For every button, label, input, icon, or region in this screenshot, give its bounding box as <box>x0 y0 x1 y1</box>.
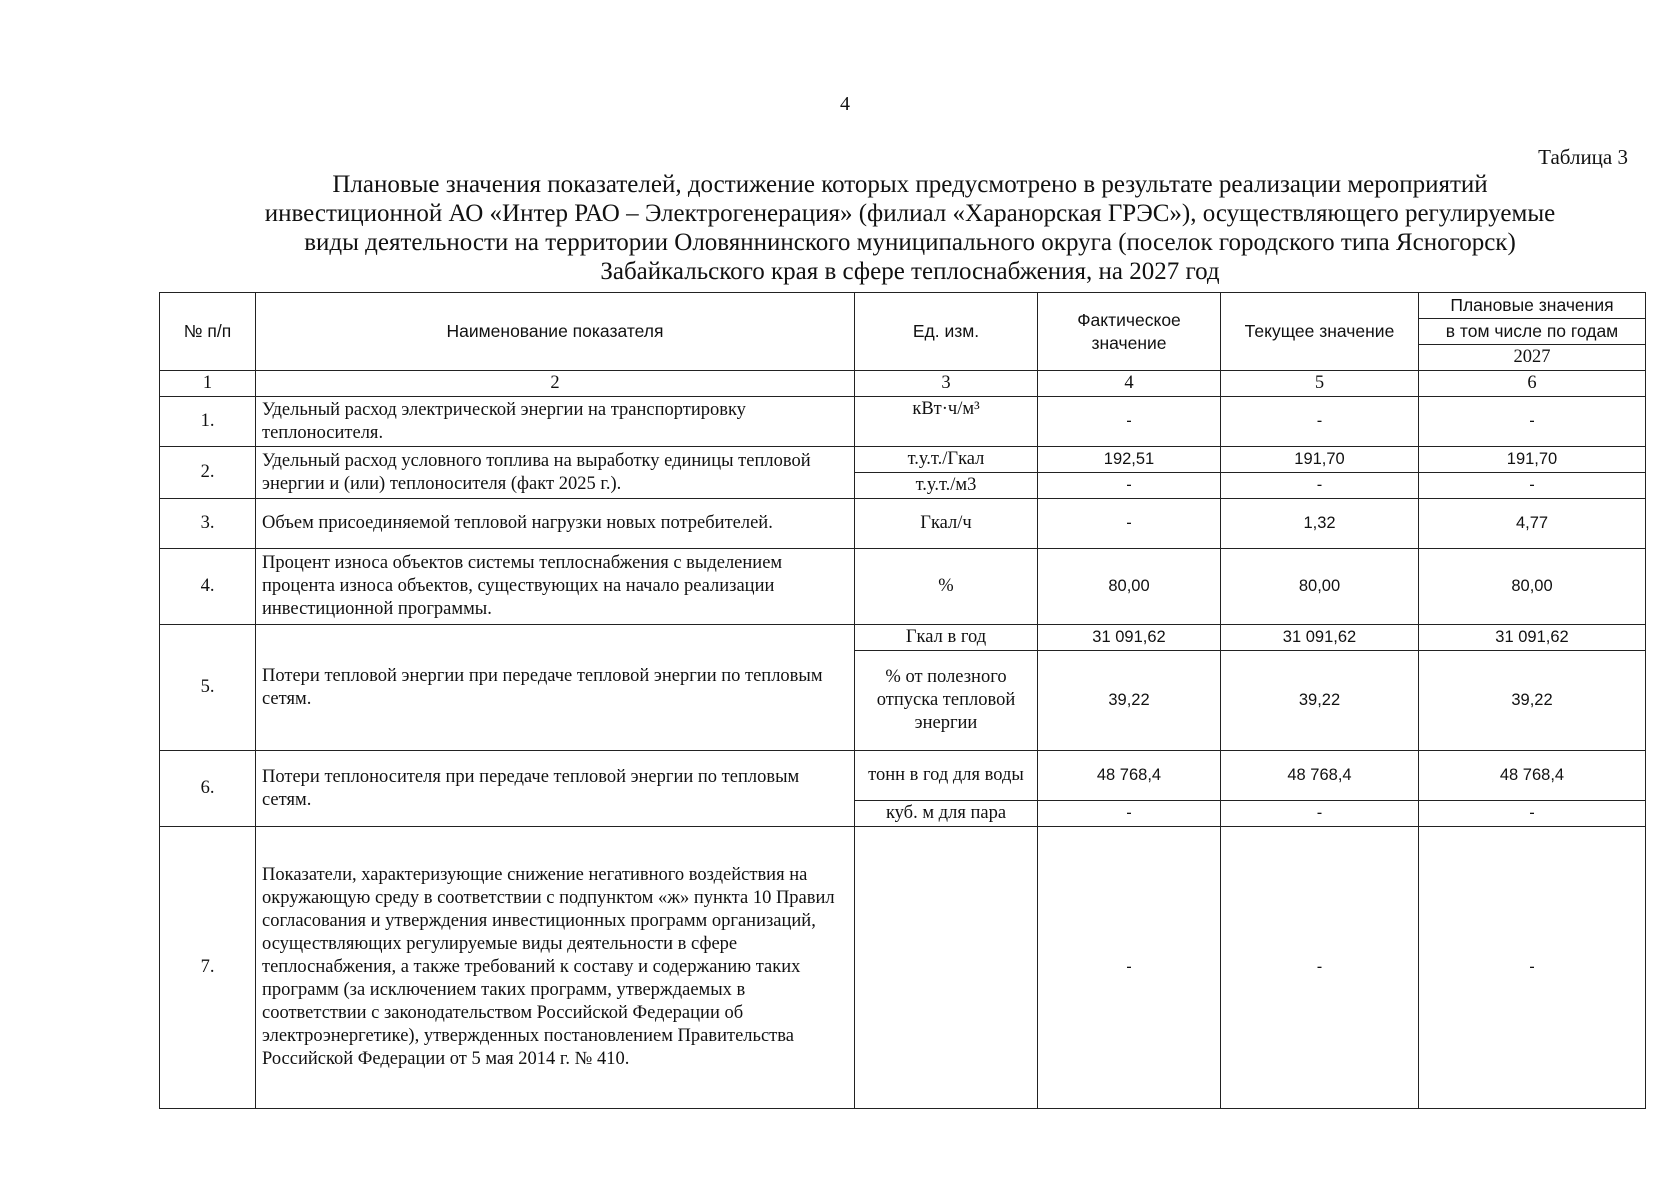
plan-value: - <box>1419 827 1646 1109</box>
header-current: Текущее значение <box>1221 293 1419 371</box>
column-number: 3 <box>855 371 1038 397</box>
plan-value: 4,77 <box>1419 499 1646 549</box>
unit-cell: т.у.т./м3 <box>855 473 1038 499</box>
table-title <box>150 170 1670 286</box>
plan-value: 31 091,62 <box>1419 625 1646 651</box>
plan-value: 191,70 <box>1419 447 1646 473</box>
header-row <box>160 293 1646 319</box>
fact-value: 39,22 <box>1038 651 1221 751</box>
unit-cell: Гкал в год <box>855 625 1038 651</box>
plan-value: - <box>1419 473 1646 499</box>
column-number: 4 <box>1038 371 1221 397</box>
title-line: инвестиционной АО «Интер РАО – Электрогенерация» (филиал «Харанорская ГРЭС»), осуществляющего регулируемые <box>264 200 1556 227</box>
fact-value: - <box>1038 397 1221 447</box>
header-num: № п/п <box>160 293 256 371</box>
fact-value: 48 768,4 <box>1038 751 1221 801</box>
title-line: Забайкальского края в сфере теплоснабжения, на 2027 год <box>600 258 1220 285</box>
column-number: 6 <box>1419 371 1646 397</box>
current-value: 1,32 <box>1221 499 1419 549</box>
table-row <box>160 447 1646 473</box>
unit-cell: т.у.т./Гкал <box>855 447 1038 473</box>
current-value: - <box>1221 827 1419 1109</box>
fact-value: - <box>1038 473 1221 499</box>
column-number: 1 <box>160 371 256 397</box>
current-value: - <box>1221 801 1419 827</box>
current-value: 39,22 <box>1221 651 1419 751</box>
plan-value: 39,22 <box>1419 651 1646 751</box>
fact-value: - <box>1038 827 1221 1109</box>
header-name: Наименование показателя <box>256 293 855 371</box>
page-number: 4 <box>840 93 850 115</box>
fact-value: 31 091,62 <box>1038 625 1221 651</box>
plan-value: - <box>1419 397 1646 447</box>
indicator-name: Удельный расход условного топлива на выработку единицы тепловой энергии и (или) теплоносителя (факт 2025 г.). <box>256 447 855 499</box>
unit-cell: % <box>855 549 1038 625</box>
header-plan-by-years: в том числе по годам <box>1419 319 1646 345</box>
column-number: 5 <box>1221 371 1419 397</box>
indicators-table <box>159 292 1646 1109</box>
unit-cell: куб. м для пара <box>855 801 1038 827</box>
indicator-name: Процент износа объектов системы теплоснабжения с выделением процента износа объектов, существующих на начало реализации инвестиционной программы. <box>256 549 855 625</box>
column-numbers-row <box>160 371 1646 397</box>
unit-cell: кВт·ч/м³ <box>855 397 1038 447</box>
current-value: - <box>1221 473 1419 499</box>
row-number: 6. <box>160 751 256 827</box>
header-plan-year: 2027 <box>1419 345 1646 371</box>
row-number: 2. <box>160 447 256 499</box>
unit-cell: Гкал/ч <box>855 499 1038 549</box>
current-value: 48 768,4 <box>1221 751 1419 801</box>
header-fact: Фактическое значение <box>1038 293 1221 371</box>
fact-value: 80,00 <box>1038 549 1221 625</box>
column-number: 2 <box>256 371 855 397</box>
table-row <box>160 827 1646 1109</box>
table-row <box>160 625 1646 651</box>
title-line: Плановые значения показателей, достижение которых предусмотрено в результате реализации мероприятий <box>332 171 1488 198</box>
unit-cell <box>855 827 1038 1109</box>
fact-value: - <box>1038 499 1221 549</box>
indicator-name: Показатели, характеризующие снижение негативного воздействия на окружающую среду в соответствии с подпунктом «ж» пункта 10 Правил согласования и утверждения инвестиционных программ организаций, осуществляющих регулируемые виды деятельности в сфере теплоснабжения, а также требований к составу и содержанию таких программ (за исключением таких программ, утверждаемых в соответствии с законодательством Российской Федерации об электроэнергетике), утвержденных постановлением Правительства Российской Федерации от 5 мая 2014 г. № 410. <box>256 827 855 1109</box>
title-line: виды деятельности на территории Оловяннинского муниципального округа (поселок городского типа Ясногорск) <box>304 229 1516 256</box>
table-row <box>160 499 1646 549</box>
table-label: Таблица 3 <box>1538 145 1628 169</box>
current-value: 191,70 <box>1221 447 1419 473</box>
indicator-name: Потери тепловой энергии при передаче тепловой энергии по тепловым сетям. <box>256 625 855 751</box>
current-value: 80,00 <box>1221 549 1419 625</box>
row-number: 4. <box>160 549 256 625</box>
table-row <box>160 751 1646 801</box>
row-number: 5. <box>160 625 256 751</box>
fact-value: 192,51 <box>1038 447 1221 473</box>
indicator-name: Удельный расход электрической энергии на транспортировку теплоносителя. <box>256 397 855 447</box>
row-number: 7. <box>160 827 256 1109</box>
plan-value: 48 768,4 <box>1419 751 1646 801</box>
indicator-name: Объем присоединяемой тепловой нагрузки новых потребителей. <box>256 499 855 549</box>
current-value: - <box>1221 397 1419 447</box>
header-unit: Ед. изм. <box>855 293 1038 371</box>
fact-value: - <box>1038 801 1221 827</box>
indicator-name: Потери теплоносителя при передаче тепловой энергии по тепловым сетям. <box>256 751 855 827</box>
unit-cell: тонн в год для воды <box>855 751 1038 801</box>
row-number: 1. <box>160 397 256 447</box>
plan-value: - <box>1419 801 1646 827</box>
table-row <box>160 549 1646 625</box>
table-row <box>160 397 1646 447</box>
plan-value: 80,00 <box>1419 549 1646 625</box>
row-number: 3. <box>160 499 256 549</box>
current-value: 31 091,62 <box>1221 625 1419 651</box>
header-plan: Плановые значения <box>1419 293 1646 319</box>
unit-cell: % от полезного отпуска тепловой энергии <box>855 651 1038 751</box>
